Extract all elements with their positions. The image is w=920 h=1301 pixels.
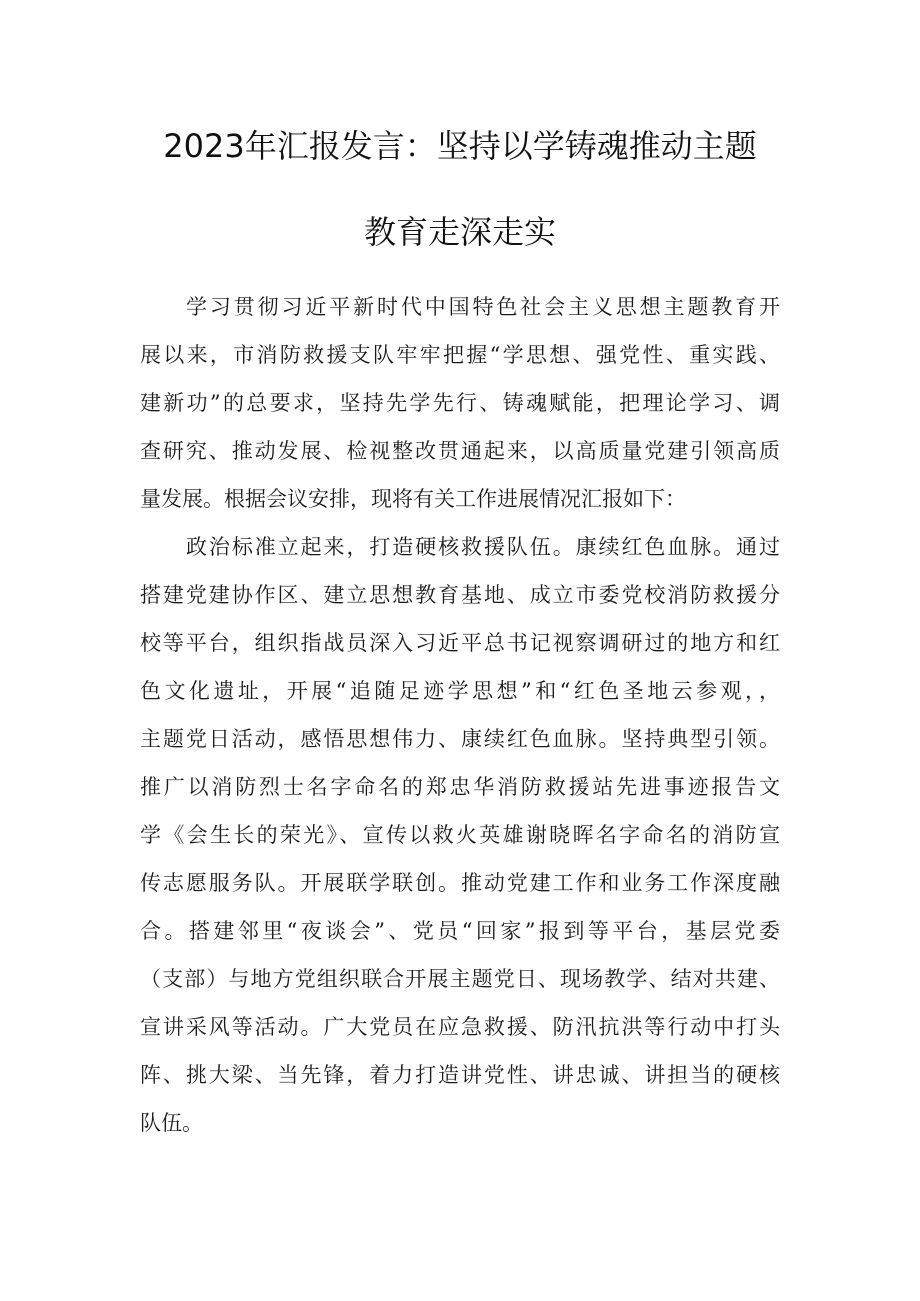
document-title-line-1: 2023年汇报发言：坚持以学铸魂推动主题 [163, 127, 757, 165]
paragraph-2-line-8: 传志愿服务队。开展联学联创。推动党建工作和业务工作深度融 [140, 871, 780, 895]
paragraph-1-line-2: 展以来，市消防救援支队牢牢把握“学思想、强党性、重实践、 [140, 343, 780, 367]
paragraph-1-line-4: 查研究、推动发展、检视整改贯通起来，以高质量党建引领高质 [140, 439, 780, 463]
paragraph-2-line-6: 推广以消防烈士名字命名的郑忠华消防救援站先进事迹报告文 [140, 775, 780, 799]
paragraph-2-line-11: 宣讲采风等活动。广大党员在应急救援、防汛抗洪等行动中打头 [140, 1015, 780, 1039]
document-title-line-2: 教育走深走实 [363, 213, 556, 251]
paragraph-2-line-9: 合。搭建邻里“夜谈会”、党员“回家”报到等平台，基层党委 [140, 919, 780, 943]
paragraph-2-line-7: 学《会生长的荣光》、宣传以救火英雄谢晓晖名字命名的消防宣 [140, 823, 780, 847]
paragraph-2-line-4: 色文化遗址，开展“追随足迹学思想”和“红色圣地云参观，， [140, 679, 780, 703]
paragraph-1-line-3: 建新功”的总要求，坚持先学先行、铸魂赋能，把理论学习、调 [140, 391, 780, 415]
paragraph-2-line-3: 校等平台，组织指战员深入习近平总书记视察调研过的地方和红 [140, 631, 780, 655]
paragraph-2-line-12: 阵、挑大梁、当先锋，着力打造讲党性、讲忠诚、讲担当的硬核 [140, 1063, 780, 1087]
paragraph-2-line-13: 队伍。 [140, 1111, 203, 1135]
paragraph-2-line-10: （支部）与地方党组织联合开展主题党日、现场教学、结对共建、 [140, 967, 780, 991]
paragraph-1-line-1: 学习贯彻习近平新时代中国特色社会主义思想主题教育开 [186, 295, 780, 319]
paragraph-2-line-2: 搭建党建协作区、建立思想教育基地、成立市委党校消防救援分 [140, 583, 780, 607]
paragraph-2-line-1: 政治标准立起来，打造硬核救援队伍。康续红色血脉。通过 [186, 535, 780, 559]
paragraph-1-line-5: 量发展。根据会议安排，现将有关工作进展情况汇报如下： [140, 487, 686, 511]
paragraph-2-line-5: 主题党日活动，感悟思想伟力、康续红色血脉。坚持典型引领。 [140, 727, 780, 751]
